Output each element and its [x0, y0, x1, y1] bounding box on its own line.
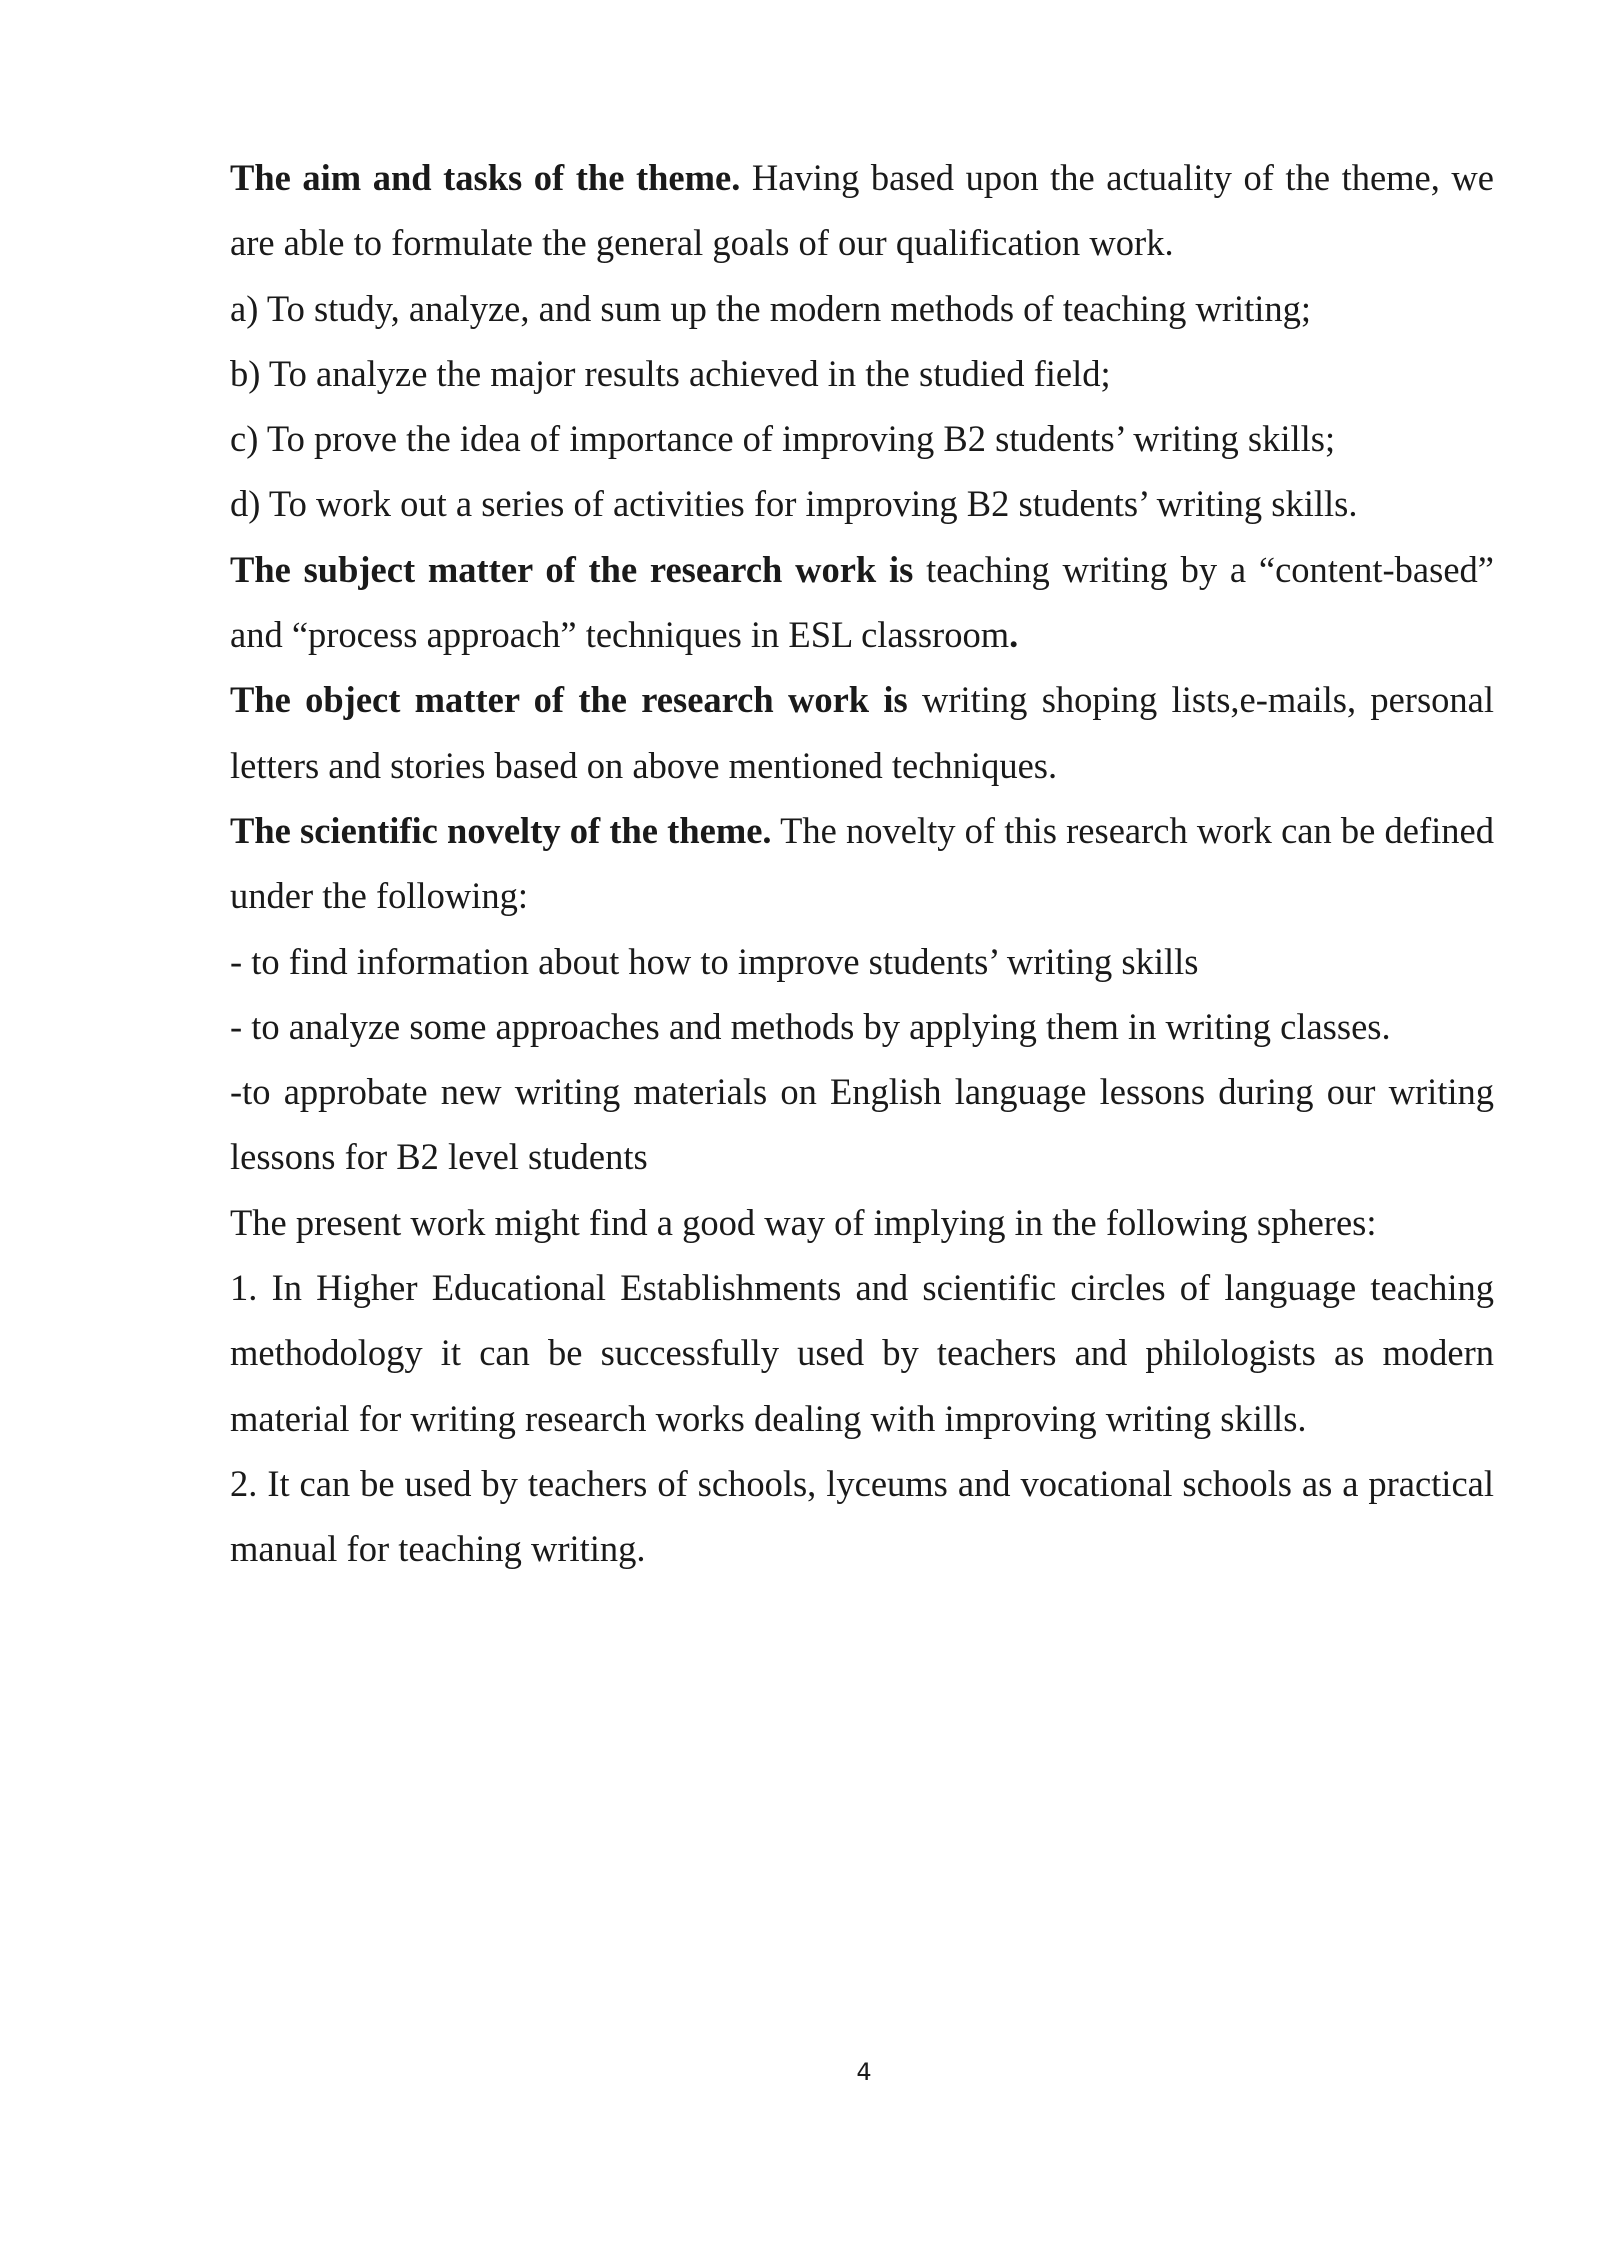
- object-text: writing shoping lists,e-mails, personal letters and stories based on above mentioned techniques.: [230, 679, 1495, 786]
- page-number: 4: [856, 2058, 872, 2086]
- sphere-item-2: 2. It can be used by teachers of schools, lyceums and vocational schools as a practical manual for teaching writing.: [230, 1462, 1494, 1570]
- novelty-item-2: - to analyze some approaches and methods by applying them in writing classes.: [230, 1005, 1391, 1047]
- subject-period: .: [1009, 614, 1019, 656]
- novelty-item-1: - to find information about how to improve students’ writing skills: [230, 940, 1199, 982]
- spheres-intro: The present work might find a good way of implying in the following spheres:: [230, 1201, 1377, 1243]
- aim-paragraph: [230, 145, 1494, 276]
- aim-heading: The aim and tasks of the theme.: [230, 157, 741, 198]
- page-body: [230, 145, 1494, 1582]
- task-item-d: d) To work out a series of activities for improving B2 students’ writing skills.: [230, 483, 1358, 525]
- subject-heading: The subject matter of the research work is: [230, 548, 914, 590]
- task-item-a: a) To study, analyze, and sum up the modern methods of teaching writing;: [230, 287, 1312, 329]
- subject-text: teaching writing by a “content-based” and “process approach” techniques in ESL classroom: [230, 548, 1494, 656]
- task-item-c: c) To prove the idea of importance of improving B2 students’ writing skills;: [230, 418, 1336, 460]
- object-heading: The object matter of the research work is: [230, 679, 908, 721]
- aim-text: Having based upon the actuality of the theme, we are able to formulate the general goals of our qualification work.: [230, 157, 1494, 264]
- novelty-heading: The scientific novelty of the theme.: [230, 809, 772, 851]
- task-item-b: b) To analyze the major results achieved in the studied field;: [230, 352, 1111, 394]
- novelty-item-3: -to approbate new writing materials on English language lessons during our writing lessons for B2 level students: [230, 1071, 1494, 1178]
- object-paragraph: [230, 667, 1494, 798]
- novelty-paragraph: [230, 798, 1494, 929]
- subject-paragraph: [230, 537, 1494, 668]
- novelty-text: The novelty of this research work can be defined under the following:: [230, 809, 1494, 917]
- sphere-item-1: 1. In Higher Educational Establishments and scientific circles of language teaching methodology it can be successfully used by teachers and philologists as modern material for writing research works dealing with improving writing skills.: [230, 1267, 1494, 1439]
